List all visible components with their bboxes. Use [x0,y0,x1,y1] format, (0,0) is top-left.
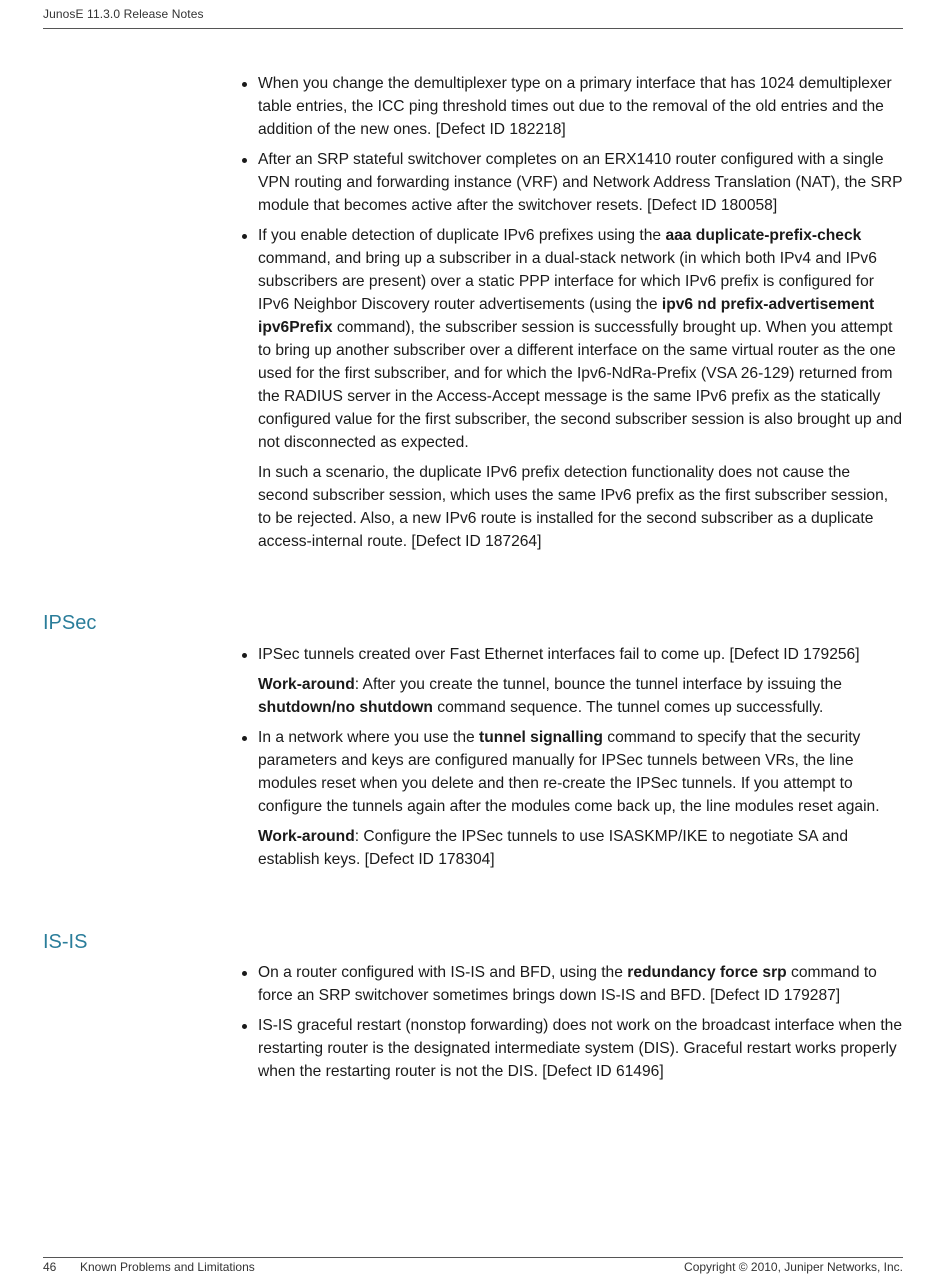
command-name: tunnel signalling [479,729,603,746]
list-item-text [258,961,903,1007]
page-number: 46 [43,1260,57,1274]
running-header: JunosE 11.3.0 Release Notes [43,7,204,21]
list-item-text: After an SRP stateful switchover completes on an ERX1410 router configured with a single VPN routing and forwarding instance (VRF) and Network Address Translation (NAT), the SRP module that becomes active after the switchover resets. [Defect ID 180058] [258,151,903,214]
list-item [241,224,903,454]
list-item [241,1014,903,1083]
workaround-label: Work-around [258,828,355,845]
list-item-text [258,224,903,454]
command-name: shutdown/no shutdown [258,699,433,716]
text-run: In a network where you use the [258,729,480,746]
list-item [241,148,903,217]
list-item-text: IS-IS graceful restart (nonstop forwarding) does not work on the broadcast interface when the restarting router is the designated intermediate system (DIS). Graceful restart works properly when the restarting router is not the DIS. [Defect ID 61496] [258,1017,903,1080]
list-item-text: When you change the demultiplexer type on a primary interface that has 1024 demultiplexer table entries, the ICC ping threshold times out due to the removal of the old entries and the addition of the new ones. [Defect ID 182218] [258,75,892,138]
followup-paragraph: In such a scenario, the duplicate IPv6 prefix detection functionality does not cause the second subscriber session, which uses the same IPv6 prefix as the first subscriber session, to be rejected. Also, a new IPv6 route is installed for the second subscriber as a duplicate access-internal route. [Defect ID 187264] [258,464,889,550]
list-item [241,726,903,818]
text-run: : Configure the IPSec tunnels to use ISASKMP/IKE to negotiate SA and establish keys. [Defect ID 178304] [258,828,848,868]
workaround-paragraph [241,673,903,719]
list-item-text [258,726,903,818]
copyright-notice: Copyright © 2010, Juniper Networks, Inc. [684,1260,903,1274]
list-item-text: IPSec tunnels created over Fast Ethernet interfaces fail to come up. [Defect ID 179256] [258,646,860,663]
footer-section-name: Known Problems and Limitations [80,1260,255,1274]
section-heading-ipsec: IPSec [43,612,97,634]
workaround-paragraph [241,825,903,871]
list-item [241,72,903,141]
text-run: command to force an SRP switchover sometimes brings down IS-IS and BFD. [Defect ID 179287] [258,964,877,1004]
text-run: command sequence. The tunnel comes up successfully. [432,699,824,716]
text-run: On a router configured with IS-IS and BFD, using the [258,964,628,981]
list-item [241,961,903,1007]
top-bullet-list [241,72,903,560]
list-item [241,643,903,666]
footer-rule [43,1257,903,1258]
command-name: redundancy force srp [627,964,787,981]
command-name: ipv6 nd prefix-advertisement ipv6Prefix [258,296,875,336]
isis-bullet-list [241,961,903,1090]
text-run: command to specify that the security parameters and keys are configured manually for IPSec tunnels between VRs, the line modules reset when you delete and then re-create the IPSec tunnels. If you attempt to configure the tunnels again after the modules come back up, the line modules reset again. [258,729,880,815]
header-rule [43,28,903,29]
text-run: command, and bring up a subscriber in a dual-stack network (in which both IPv4 and IPv6 subscribers are present) over a static PPP interface for which IPv6 prefix is configured for IPv6 Neighbor Discovery router advertisements (using the [258,250,877,313]
text-run: If you enable detection of duplicate IPv6 prefixes using the [258,227,666,244]
text-run: : After you create the tunnel, bounce the tunnel interface by issuing the [354,676,842,693]
text-run: command), the subscriber session is successfully brought up. When you attempt to bring up another subscriber over a different interface on the same virtual router as the one used for the first subscriber, and for which the Ipv6-NdRa-Prefix (VSA 26-129) returned from the RADIUS server in the Access-Accept message is the same IPv6 prefix as the statically configured value for the first subscriber, the second subscriber session is also brought up and not disconnected as expected. [258,319,903,451]
ipsec-bullet-list [241,643,903,878]
section-heading-isis: IS-IS [43,931,88,953]
command-name: aaa duplicate-prefix-check [665,227,862,244]
workaround-label: Work-around [258,676,355,693]
